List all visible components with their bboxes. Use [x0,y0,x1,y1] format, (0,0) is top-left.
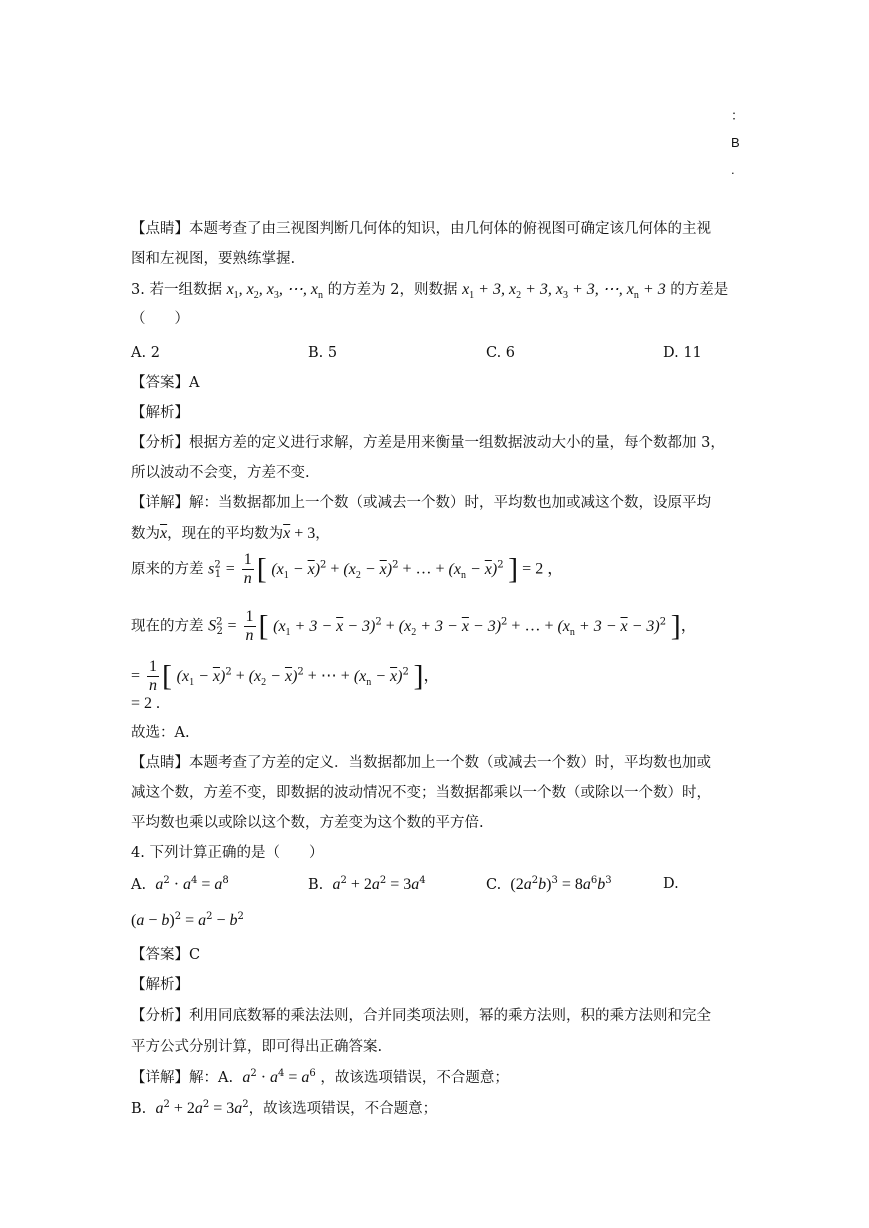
q3-now-variance: 现在的方差 $S^2_2$ = $\frac{1}{n}$ [ $(x_1 + 3 - \overline{x} - 3)^2 + (x_2 + 3 - \overline{x} - 3)^2$ + … + $(x_n + 3 - \overline{x} - 3)^2$ ]， [131,608,697,644]
q4-fenxi-line1: 【分析】利用同底数幂的乘法法则，合并同类项法则，幂的乘方法则，积的乘方法则和完全 [131,1008,711,1024]
q3-choice: 故选：A. [131,725,190,741]
q3-analysis-label: 【解析】 [131,405,189,421]
q4-stem: 4. 下列计算正确的是（ ） [131,845,324,861]
q3-option-d: D. 11 [663,345,702,361]
q3-stem: 3. 若一组数据 $x_1$, $x_2$, $x_3$, ⋯, $x_n$ 的方差为 2，则数据 $x_1 + 3$, $x_2 + 3$, $x_3 + 3$, ⋯, $x_n + 3$ 的方差是 [131,281,729,302]
q4-detail-a: 【详解】解：A. $a^2 \cdot a^4 = a^6$ ，故该选项错误，不合题意； [131,1068,509,1086]
q3-data-set-1: $x_1$, $x_2$, $x_3$, ⋯, $x_n$ [226,281,323,302]
q4-option-d-label: D. [663,876,679,892]
q3-option-c: C. 6 [486,345,516,361]
q4-option-b: B. $a^2 + 2a^2 = 3a^4$ [308,875,426,893]
fragment-colon: ： [731,108,745,123]
fragment-letter: B [731,135,740,150]
q2-note-line2: 图和左视图，要熟练掌握. [131,251,296,267]
q4-option-d: $(a - b)^2 = a^2 - b^2$ [131,911,244,929]
q3-option-b: B. 5 [308,345,338,361]
q4-fenxi-line2: 平方公式分别计算，即可得出正确答案. [131,1039,383,1055]
q2-note-line1: 【点睛】本题考查了由三视图判断几何体的知识，由几何体的俯视图可确定该几何体的主视 [131,221,711,237]
q3-fenxi-line1: 【分析】根据方差的定义进行求解，方差是用来衡量一组数据波动大小的量，每个数都加 3， [131,435,725,451]
q3-data-set-2: $x_1 + 3$, $x_2 + 3$, $x_3 + 3$, ⋯, $x_n + 3$ [462,281,666,302]
q3-simplified-variance: = $\frac{1}{n}$ [ $(x_1 - \overline{x})^2 + (x_2 - \overline{x})^2$ + ⋯ + $(x_n - \overline{x})^2$ ]， [131,658,440,694]
q3-orig-variance: 原来的方差 $s^2_1$ = $\frac{1}{n}$ [ $(x_1 - \overline{x})^2 + (x_2 - \overline{x})^2$ + … + $(x_n - \overline{x})^2$ ] = 2 ， [131,551,564,587]
q3-result: = 2 . [131,695,161,712]
q4-answer: 【答案】C [131,947,201,963]
q3-detail-line1: 【详解】解：当数据都加上一个数（或减去一个数）时，平均数也加或减这个数，设原平均 [131,495,711,511]
q3-note-line1: 【点睛】本题考查了方差的定义．当数据都加上一个数（或减去一个数）时，平均数也加或 [131,755,711,771]
q4-detail-b: B. $a^2 + 2a^2 = 3a^2$，故该选项错误，不合题意； [131,1099,438,1117]
q4-option-c: C. $(2a^2b)^3 = 8a^6b^3$ [486,875,612,893]
q3-option-a: A. 2 [131,345,160,361]
q4-analysis-label: 【解析】 [131,977,189,993]
q3-fenxi-line2: 所以波动不会变，方差不变. [131,465,310,481]
q4-option-a: A. $a^2 \cdot a^4 = a^8$ [131,875,229,893]
q3-detail-line2: 数为$\overline{x}$，现在的平均数为$\overline{x} + 3$， [131,525,330,542]
q3-answer: 【答案】A [131,375,200,391]
q3-note-line2: 减这个数，方差不变，即数据的波动情况不变；当数据都乘以一个数（或除以一个数）时， [131,785,711,801]
q3-paren: （ ） [131,311,189,327]
fragment-dot: . [731,162,735,177]
q3-note-line3: 平均数也乘以或除以这个数，方差变为这个数的平方倍. [131,815,484,831]
